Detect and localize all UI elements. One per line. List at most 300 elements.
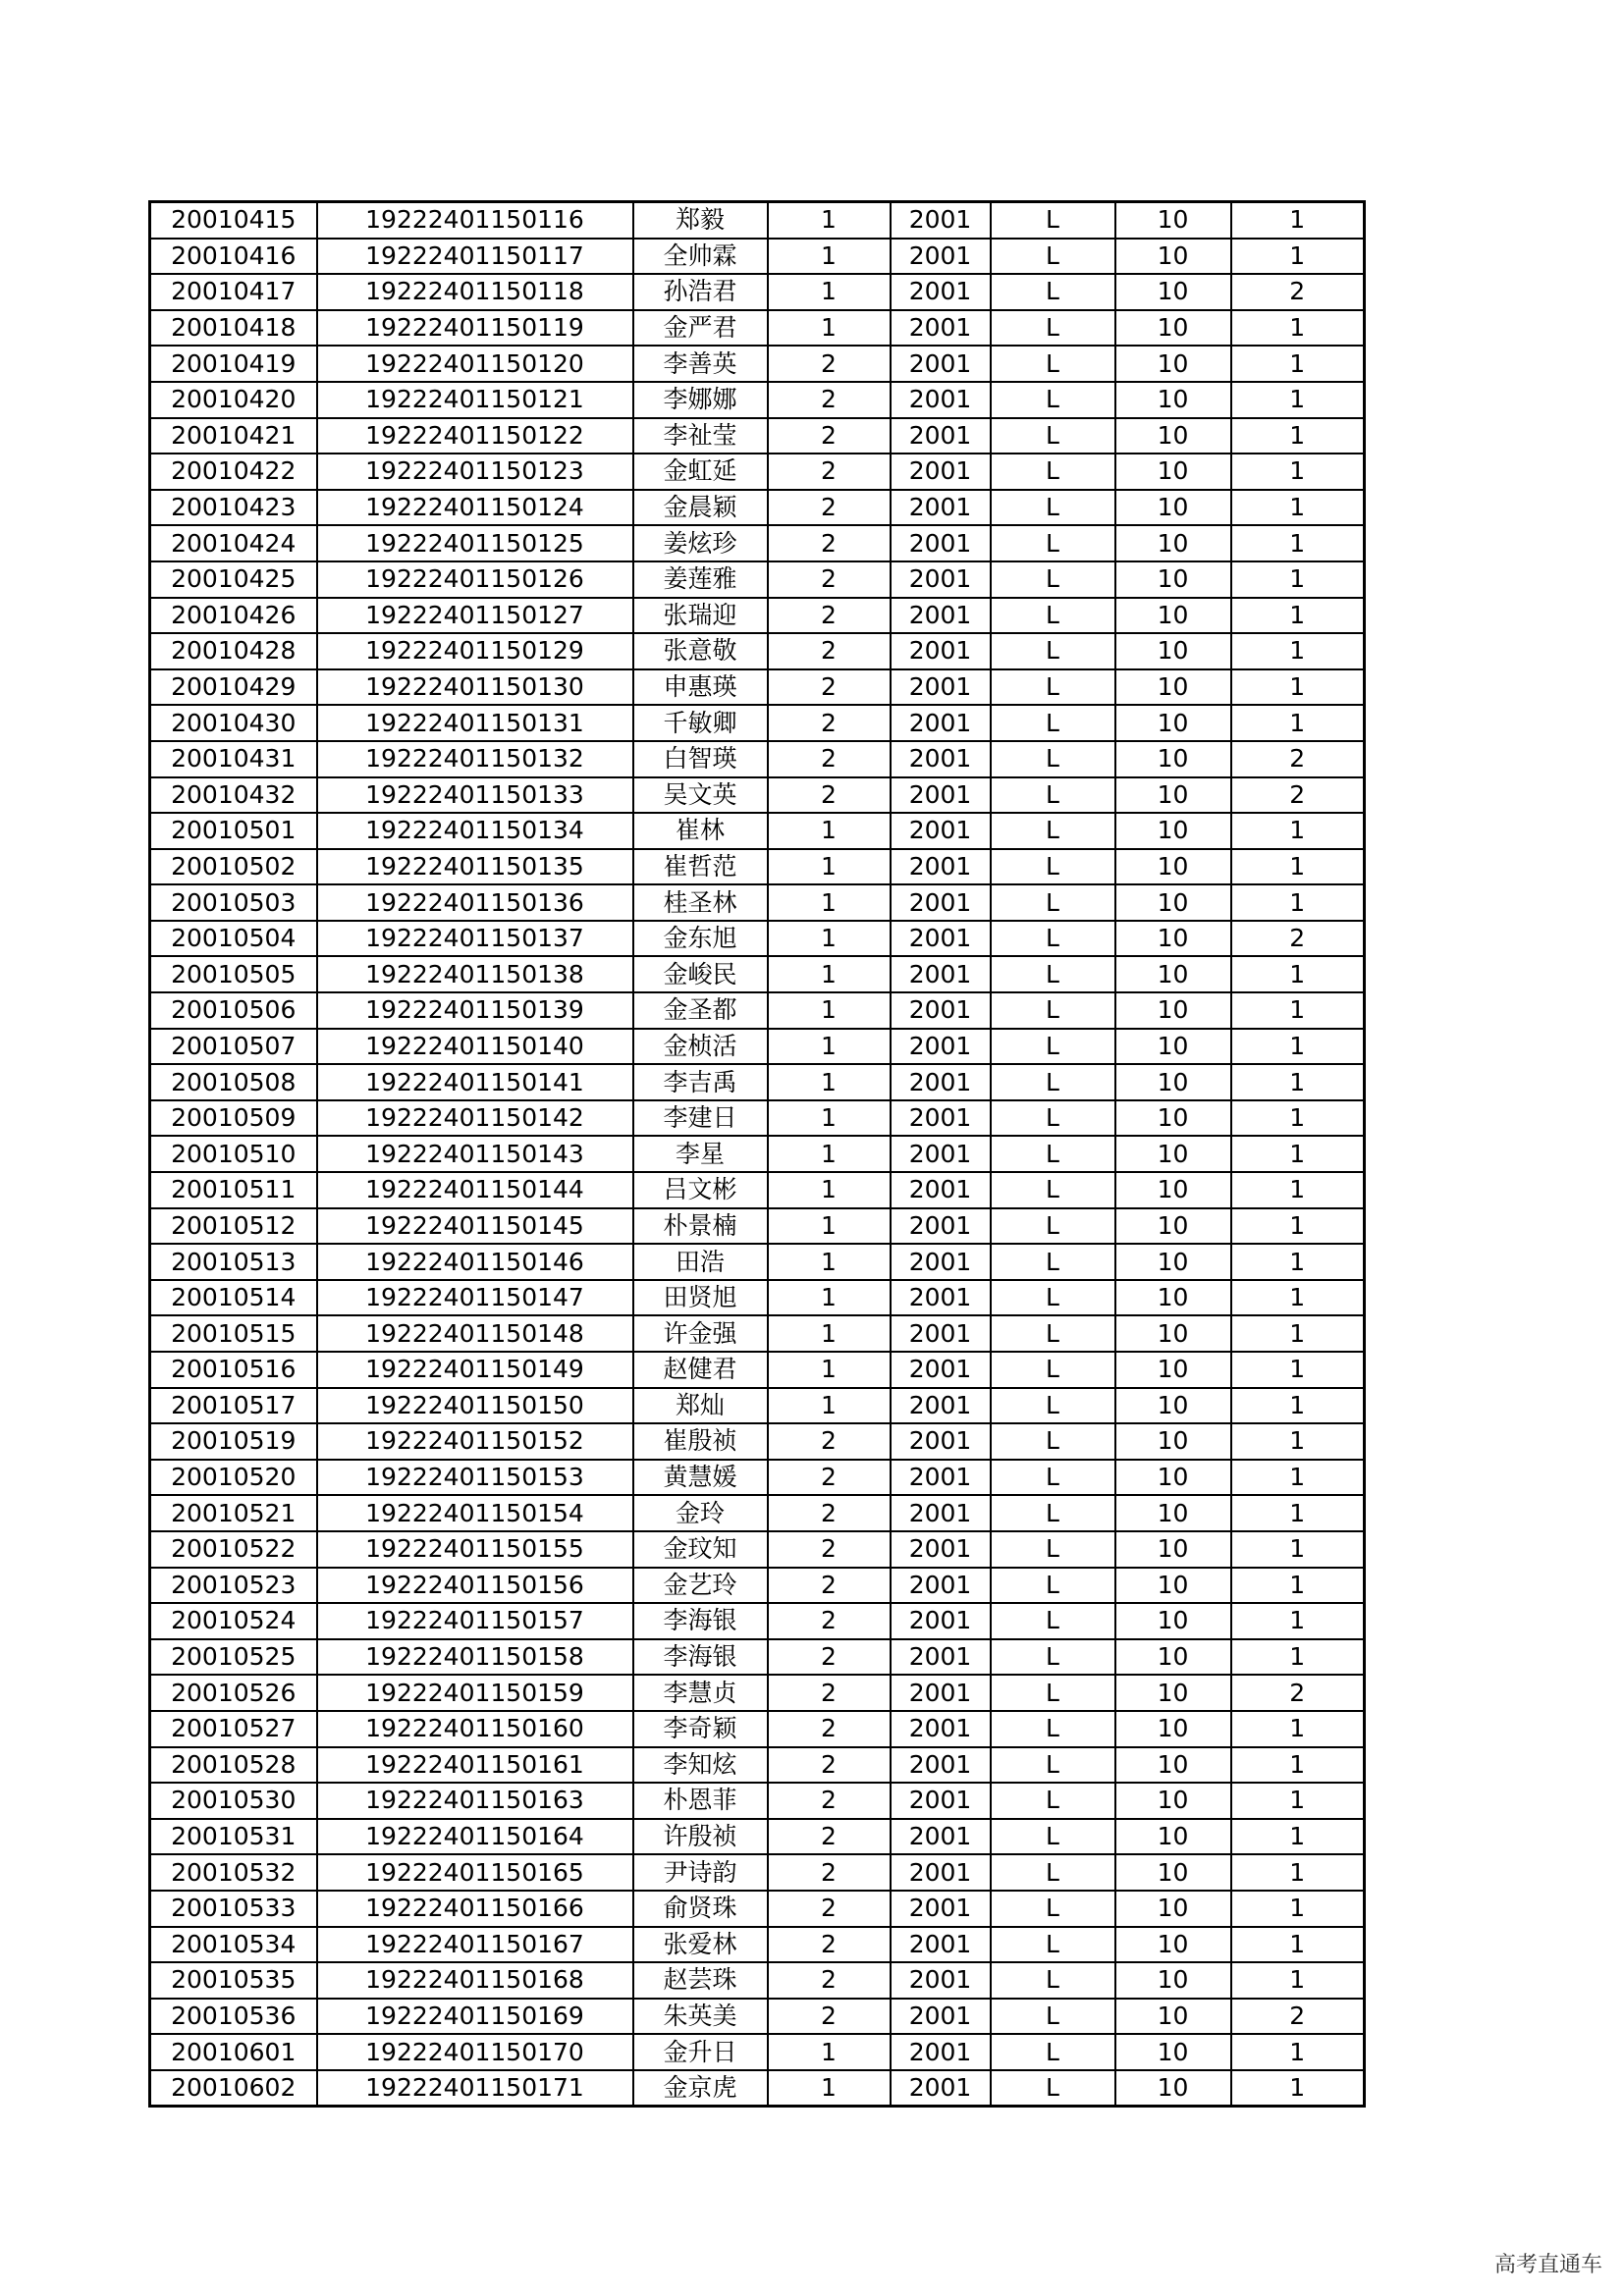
cell-gender-code: 2 xyxy=(768,633,891,669)
table-row xyxy=(150,1172,1365,1208)
cell-class-code: 2001 xyxy=(891,561,991,598)
cell-gender-code: 2 xyxy=(768,669,891,706)
cell-exam-id: 20010508 xyxy=(150,1064,317,1100)
student-roster-table xyxy=(148,200,1366,2108)
cell-class-code: 2001 xyxy=(891,1783,991,1819)
cell-gender-code: 2 xyxy=(768,598,891,634)
cell-exam-id: 20010526 xyxy=(150,1675,317,1711)
cell-name: 全帅霖 xyxy=(633,239,768,275)
cell-name: 桂圣林 xyxy=(633,884,768,921)
cell-type-code: 1 xyxy=(1231,382,1365,418)
cell-name: 俞贤珠 xyxy=(633,1891,768,1927)
cell-class-code: 2001 xyxy=(891,1891,991,1927)
cell-class-code: 2001 xyxy=(891,1962,991,1999)
cell-class-code: 2001 xyxy=(891,921,991,957)
table-row xyxy=(150,1280,1365,1316)
cell-type-code: 1 xyxy=(1231,669,1365,706)
cell-class-code: 2001 xyxy=(891,1927,991,1963)
cell-category: L xyxy=(991,1747,1115,1784)
cell-exam-id: 20010523 xyxy=(150,1568,317,1604)
table-row xyxy=(150,741,1365,777)
cell-student-id: 19222401150125 xyxy=(317,525,633,561)
table-row xyxy=(150,202,1365,239)
cell-category: L xyxy=(991,1172,1115,1208)
table-row xyxy=(150,777,1365,814)
cell-gender-code: 1 xyxy=(768,956,891,992)
cell-gender-code: 2 xyxy=(768,382,891,418)
table-row xyxy=(150,1819,1365,1855)
cell-category: L xyxy=(991,705,1115,741)
cell-class-code: 2001 xyxy=(891,598,991,634)
cell-type-code: 1 xyxy=(1231,490,1365,526)
cell-grade: 10 xyxy=(1115,310,1231,347)
watermark-text: 高考直通车 xyxy=(1493,2253,1602,2277)
cell-name: 张瑞迎 xyxy=(633,598,768,634)
cell-gender-code: 1 xyxy=(768,239,891,275)
cell-grade: 10 xyxy=(1115,669,1231,706)
cell-exam-id: 20010535 xyxy=(150,1962,317,1999)
cell-category: L xyxy=(991,1136,1115,1172)
cell-grade: 10 xyxy=(1115,1388,1231,1424)
cell-class-code: 2001 xyxy=(891,633,991,669)
cell-student-id: 19222401150141 xyxy=(317,1064,633,1100)
cell-class-code: 2001 xyxy=(891,1315,991,1352)
table-row xyxy=(150,1783,1365,1819)
cell-gender-code: 1 xyxy=(768,1208,891,1245)
cell-grade: 10 xyxy=(1115,561,1231,598)
cell-type-code: 1 xyxy=(1231,1603,1365,1639)
cell-student-id: 19222401150152 xyxy=(317,1423,633,1460)
cell-student-id: 19222401150134 xyxy=(317,813,633,849)
cell-grade: 10 xyxy=(1115,1927,1231,1963)
cell-grade: 10 xyxy=(1115,346,1231,382)
cell-exam-id: 20010502 xyxy=(150,849,317,885)
cell-student-id: 19222401150130 xyxy=(317,669,633,706)
cell-exam-id: 20010602 xyxy=(150,2070,317,2107)
cell-student-id: 19222401150160 xyxy=(317,1711,633,1747)
cell-category: L xyxy=(991,741,1115,777)
cell-gender-code: 1 xyxy=(768,1100,891,1137)
cell-grade: 10 xyxy=(1115,2034,1231,2070)
cell-name: 李知炫 xyxy=(633,1747,768,1784)
cell-exam-id: 20010506 xyxy=(150,992,317,1029)
cell-category: L xyxy=(991,849,1115,885)
cell-name: 崔哲范 xyxy=(633,849,768,885)
cell-name: 金圣都 xyxy=(633,992,768,1029)
cell-category: L xyxy=(991,490,1115,526)
cell-grade: 10 xyxy=(1115,202,1231,239)
cell-name: 尹诗韵 xyxy=(633,1854,768,1891)
cell-gender-code: 1 xyxy=(768,2034,891,2070)
cell-type-code: 2 xyxy=(1231,921,1365,957)
cell-grade: 10 xyxy=(1115,1460,1231,1496)
cell-name: 赵芸珠 xyxy=(633,1962,768,1999)
cell-grade: 10 xyxy=(1115,1208,1231,1245)
cell-name: 吕文彬 xyxy=(633,1172,768,1208)
cell-name: 金升日 xyxy=(633,2034,768,2070)
table-row xyxy=(150,2070,1365,2107)
cell-class-code: 2001 xyxy=(891,992,991,1029)
cell-exam-id: 20010420 xyxy=(150,382,317,418)
cell-name: 张爱林 xyxy=(633,1927,768,1963)
cell-category: L xyxy=(991,239,1115,275)
cell-student-id: 19222401150166 xyxy=(317,1891,633,1927)
cell-name: 李奇颖 xyxy=(633,1711,768,1747)
cell-name: 孙浩君 xyxy=(633,274,768,310)
cell-student-id: 19222401150164 xyxy=(317,1819,633,1855)
cell-exam-id: 20010522 xyxy=(150,1531,317,1568)
table-row xyxy=(150,274,1365,310)
cell-student-id: 19222401150131 xyxy=(317,705,633,741)
cell-grade: 10 xyxy=(1115,2070,1231,2107)
cell-class-code: 2001 xyxy=(891,1531,991,1568)
cell-name: 朴景楠 xyxy=(633,1208,768,1245)
cell-name: 金玟知 xyxy=(633,1531,768,1568)
cell-gender-code: 2 xyxy=(768,1711,891,1747)
roster-body xyxy=(150,202,1365,2107)
cell-type-code: 1 xyxy=(1231,1854,1365,1891)
cell-exam-id: 20010519 xyxy=(150,1423,317,1460)
cell-class-code: 2001 xyxy=(891,202,991,239)
cell-gender-code: 2 xyxy=(768,1999,891,2035)
cell-student-id: 19222401150143 xyxy=(317,1136,633,1172)
cell-category: L xyxy=(991,1495,1115,1531)
cell-category: L xyxy=(991,1675,1115,1711)
cell-name: 姜莲雅 xyxy=(633,561,768,598)
cell-exam-id: 20010517 xyxy=(150,1388,317,1424)
cell-exam-id: 20010515 xyxy=(150,1315,317,1352)
cell-student-id: 19222401150122 xyxy=(317,418,633,454)
cell-type-code: 1 xyxy=(1231,561,1365,598)
cell-type-code: 1 xyxy=(1231,202,1365,239)
cell-gender-code: 2 xyxy=(768,1962,891,1999)
cell-gender-code: 2 xyxy=(768,418,891,454)
cell-student-id: 19222401150168 xyxy=(317,1962,633,1999)
table-row xyxy=(150,921,1365,957)
cell-student-id: 19222401150129 xyxy=(317,633,633,669)
cell-gender-code: 1 xyxy=(768,884,891,921)
cell-student-id: 19222401150171 xyxy=(317,2070,633,2107)
cell-class-code: 2001 xyxy=(891,777,991,814)
cell-type-code: 1 xyxy=(1231,1747,1365,1784)
cell-student-id: 19222401150145 xyxy=(317,1208,633,1245)
cell-name: 金京虎 xyxy=(633,2070,768,2107)
cell-type-code: 1 xyxy=(1231,1783,1365,1819)
cell-gender-code: 1 xyxy=(768,1064,891,1100)
cell-gender-code: 2 xyxy=(768,1460,891,1496)
cell-exam-id: 20010505 xyxy=(150,956,317,992)
cell-grade: 10 xyxy=(1115,741,1231,777)
cell-type-code: 1 xyxy=(1231,956,1365,992)
cell-name: 金严君 xyxy=(633,310,768,347)
cell-category: L xyxy=(991,382,1115,418)
cell-type-code: 1 xyxy=(1231,1280,1365,1316)
cell-gender-code: 2 xyxy=(768,1568,891,1604)
cell-type-code: 1 xyxy=(1231,633,1365,669)
cell-category: L xyxy=(991,1854,1115,1891)
cell-class-code: 2001 xyxy=(891,274,991,310)
cell-student-id: 19222401150136 xyxy=(317,884,633,921)
cell-class-code: 2001 xyxy=(891,1460,991,1496)
cell-student-id: 19222401150167 xyxy=(317,1927,633,1963)
cell-gender-code: 2 xyxy=(768,561,891,598)
cell-type-code: 2 xyxy=(1231,1675,1365,1711)
cell-gender-code: 1 xyxy=(768,1136,891,1172)
cell-name: 金晨颖 xyxy=(633,490,768,526)
cell-class-code: 2001 xyxy=(891,1352,991,1388)
cell-grade: 10 xyxy=(1115,239,1231,275)
cell-category: L xyxy=(991,1352,1115,1388)
cell-grade: 10 xyxy=(1115,1315,1231,1352)
cell-student-id: 19222401150119 xyxy=(317,310,633,347)
cell-class-code: 2001 xyxy=(891,1603,991,1639)
cell-gender-code: 1 xyxy=(768,1352,891,1388)
cell-name: 金虹延 xyxy=(633,454,768,490)
cell-gender-code: 2 xyxy=(768,1854,891,1891)
table-row xyxy=(150,884,1365,921)
cell-type-code: 1 xyxy=(1231,1891,1365,1927)
cell-student-id: 19222401150170 xyxy=(317,2034,633,2070)
cell-grade: 10 xyxy=(1115,1423,1231,1460)
cell-gender-code: 1 xyxy=(768,274,891,310)
table-row xyxy=(150,561,1365,598)
cell-grade: 10 xyxy=(1115,1172,1231,1208)
cell-exam-id: 20010521 xyxy=(150,1495,317,1531)
cell-type-code: 1 xyxy=(1231,1568,1365,1604)
table-row xyxy=(150,490,1365,526)
cell-category: L xyxy=(991,1315,1115,1352)
cell-gender-code: 1 xyxy=(768,1172,891,1208)
cell-exam-id: 20010428 xyxy=(150,633,317,669)
cell-student-id: 19222401150147 xyxy=(317,1280,633,1316)
cell-category: L xyxy=(991,418,1115,454)
cell-student-id: 19222401150120 xyxy=(317,346,633,382)
cell-gender-code: 2 xyxy=(768,1819,891,1855)
cell-type-code: 1 xyxy=(1231,418,1365,454)
cell-class-code: 2001 xyxy=(891,1029,991,1065)
cell-category: L xyxy=(991,1711,1115,1747)
table-row xyxy=(150,525,1365,561)
table-row xyxy=(150,310,1365,347)
cell-grade: 10 xyxy=(1115,1854,1231,1891)
cell-exam-id: 20010423 xyxy=(150,490,317,526)
cell-grade: 10 xyxy=(1115,1280,1231,1316)
table-row xyxy=(150,382,1365,418)
cell-class-code: 2001 xyxy=(891,2034,991,2070)
cell-name: 金东旭 xyxy=(633,921,768,957)
cell-category: L xyxy=(991,1208,1115,1245)
cell-class-code: 2001 xyxy=(891,1064,991,1100)
cell-student-id: 19222401150163 xyxy=(317,1783,633,1819)
cell-exam-id: 20010514 xyxy=(150,1280,317,1316)
cell-type-code: 2 xyxy=(1231,777,1365,814)
cell-gender-code: 1 xyxy=(768,202,891,239)
table-row xyxy=(150,1388,1365,1424)
table-row xyxy=(150,633,1365,669)
cell-category: L xyxy=(991,310,1115,347)
cell-exam-id: 20010507 xyxy=(150,1029,317,1065)
cell-type-code: 1 xyxy=(1231,1495,1365,1531)
cell-name: 李祉莹 xyxy=(633,418,768,454)
cell-name: 田贤旭 xyxy=(633,1280,768,1316)
cell-grade: 10 xyxy=(1115,418,1231,454)
cell-type-code: 1 xyxy=(1231,346,1365,382)
cell-gender-code: 2 xyxy=(768,1675,891,1711)
cell-category: L xyxy=(991,669,1115,706)
cell-category: L xyxy=(991,1568,1115,1604)
cell-type-code: 1 xyxy=(1231,1819,1365,1855)
cell-gender-code: 1 xyxy=(768,1029,891,1065)
cell-class-code: 2001 xyxy=(891,346,991,382)
cell-grade: 10 xyxy=(1115,777,1231,814)
cell-type-code: 1 xyxy=(1231,884,1365,921)
cell-exam-id: 20010534 xyxy=(150,1927,317,1963)
cell-category: L xyxy=(991,202,1115,239)
cell-gender-code: 2 xyxy=(768,1891,891,1927)
cell-category: L xyxy=(991,1100,1115,1137)
cell-student-id: 19222401150161 xyxy=(317,1747,633,1784)
table-row xyxy=(150,1711,1365,1747)
table-row xyxy=(150,346,1365,382)
cell-grade: 10 xyxy=(1115,1675,1231,1711)
cell-category: L xyxy=(991,1891,1115,1927)
cell-exam-id: 20010527 xyxy=(150,1711,317,1747)
table-row xyxy=(150,1639,1365,1676)
cell-gender-code: 1 xyxy=(768,1388,891,1424)
cell-grade: 10 xyxy=(1115,921,1231,957)
cell-type-code: 1 xyxy=(1231,1962,1365,1999)
cell-class-code: 2001 xyxy=(891,813,991,849)
cell-exam-id: 20010512 xyxy=(150,1208,317,1245)
cell-type-code: 2 xyxy=(1231,1999,1365,2035)
cell-class-code: 2001 xyxy=(891,2070,991,2107)
table-row xyxy=(150,1100,1365,1137)
cell-type-code: 1 xyxy=(1231,1172,1365,1208)
cell-class-code: 2001 xyxy=(891,382,991,418)
cell-type-code: 1 xyxy=(1231,1423,1365,1460)
cell-class-code: 2001 xyxy=(891,1100,991,1137)
table-row xyxy=(150,1315,1365,1352)
cell-grade: 10 xyxy=(1115,525,1231,561)
cell-student-id: 19222401150150 xyxy=(317,1388,633,1424)
cell-class-code: 2001 xyxy=(891,1711,991,1747)
cell-name: 吴文英 xyxy=(633,777,768,814)
cell-student-id: 19222401150157 xyxy=(317,1603,633,1639)
table-row xyxy=(150,1136,1365,1172)
cell-exam-id: 20010419 xyxy=(150,346,317,382)
cell-type-code: 1 xyxy=(1231,1136,1365,1172)
cell-category: L xyxy=(991,921,1115,957)
cell-type-code: 1 xyxy=(1231,598,1365,634)
table-row xyxy=(150,1531,1365,1568)
cell-exam-id: 20010503 xyxy=(150,884,317,921)
cell-grade: 10 xyxy=(1115,1495,1231,1531)
cell-type-code: 1 xyxy=(1231,239,1365,275)
cell-category: L xyxy=(991,633,1115,669)
cell-exam-id: 20010422 xyxy=(150,454,317,490)
cell-category: L xyxy=(991,1819,1115,1855)
cell-category: L xyxy=(991,454,1115,490)
cell-type-code: 1 xyxy=(1231,1029,1365,1065)
cell-exam-id: 20010429 xyxy=(150,669,317,706)
cell-grade: 10 xyxy=(1115,1352,1231,1388)
cell-category: L xyxy=(991,1603,1115,1639)
cell-class-code: 2001 xyxy=(891,418,991,454)
cell-name: 黄慧媛 xyxy=(633,1460,768,1496)
cell-category: L xyxy=(991,1029,1115,1065)
cell-grade: 10 xyxy=(1115,1568,1231,1604)
roster-sheet xyxy=(148,200,1366,2108)
cell-gender-code: 2 xyxy=(768,1783,891,1819)
table-row xyxy=(150,1891,1365,1927)
cell-grade: 10 xyxy=(1115,1639,1231,1676)
cell-name: 白智瑛 xyxy=(633,741,768,777)
cell-exam-id: 20010432 xyxy=(150,777,317,814)
table-row xyxy=(150,239,1365,275)
cell-gender-code: 2 xyxy=(768,490,891,526)
cell-type-code: 1 xyxy=(1231,1639,1365,1676)
cell-student-id: 19222401150156 xyxy=(317,1568,633,1604)
cell-grade: 10 xyxy=(1115,705,1231,741)
cell-name: 朱英美 xyxy=(633,1999,768,2035)
table-row xyxy=(150,669,1365,706)
cell-class-code: 2001 xyxy=(891,310,991,347)
cell-grade: 10 xyxy=(1115,274,1231,310)
cell-class-code: 2001 xyxy=(891,1244,991,1280)
cell-category: L xyxy=(991,2034,1115,2070)
table-row xyxy=(150,992,1365,1029)
table-row xyxy=(150,1962,1365,1999)
cell-grade: 10 xyxy=(1115,382,1231,418)
cell-exam-id: 20010530 xyxy=(150,1783,317,1819)
cell-class-code: 2001 xyxy=(891,741,991,777)
cell-name: 崔林 xyxy=(633,813,768,849)
cell-exam-id: 20010431 xyxy=(150,741,317,777)
cell-name: 张意敬 xyxy=(633,633,768,669)
cell-category: L xyxy=(991,884,1115,921)
table-row xyxy=(150,1352,1365,1388)
cell-exam-id: 20010509 xyxy=(150,1100,317,1137)
cell-exam-id: 20010528 xyxy=(150,1747,317,1784)
cell-class-code: 2001 xyxy=(891,884,991,921)
cell-student-id: 19222401150121 xyxy=(317,382,633,418)
cell-gender-code: 2 xyxy=(768,454,891,490)
cell-exam-id: 20010417 xyxy=(150,274,317,310)
cell-category: L xyxy=(991,1639,1115,1676)
cell-student-id: 19222401150123 xyxy=(317,454,633,490)
table-row xyxy=(150,1495,1365,1531)
table-row xyxy=(150,1603,1365,1639)
cell-grade: 10 xyxy=(1115,849,1231,885)
cell-exam-id: 20010601 xyxy=(150,2034,317,2070)
cell-category: L xyxy=(991,777,1115,814)
cell-gender-code: 1 xyxy=(768,849,891,885)
cell-student-id: 19222401150127 xyxy=(317,598,633,634)
cell-name: 李善英 xyxy=(633,346,768,382)
cell-type-code: 1 xyxy=(1231,2070,1365,2107)
cell-category: L xyxy=(991,956,1115,992)
cell-category: L xyxy=(991,992,1115,1029)
cell-category: L xyxy=(991,1423,1115,1460)
table-row xyxy=(150,1029,1365,1065)
cell-name: 朴恩菲 xyxy=(633,1783,768,1819)
cell-grade: 10 xyxy=(1115,598,1231,634)
cell-category: L xyxy=(991,561,1115,598)
cell-class-code: 2001 xyxy=(891,1639,991,1676)
cell-class-code: 2001 xyxy=(891,1747,991,1784)
cell-class-code: 2001 xyxy=(891,490,991,526)
cell-exam-id: 20010501 xyxy=(150,813,317,849)
